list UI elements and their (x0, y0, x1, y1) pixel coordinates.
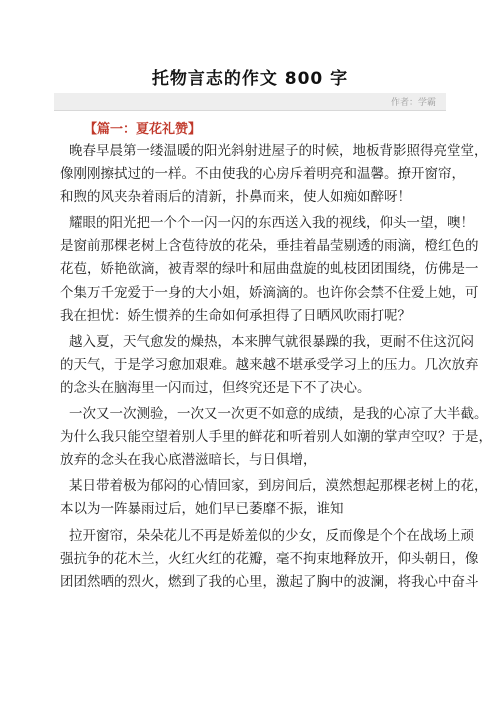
text-line: 的念头在脑海里一闪而过，但终究还是下不了决心。 (60, 379, 371, 396)
text-line: 我在担忧：娇生惯养的生命如何承担得了日晒风吹雨打呢？ (60, 307, 411, 324)
author-bar (54, 93, 446, 111)
text-line: 晚春早晨第一缕温暖的阳光斜射进屋子的时候，地板背影照得亮堂堂， (69, 143, 488, 159)
paragraph (60, 475, 488, 521)
text-line: 一次又一次测验，一次又一次更不如意的成绩，是我的心凉了大半截。 (69, 406, 488, 423)
text-line: 某日带着极为郁闷的心情回家，到房间后，漠然想起那棵老树上的花， (69, 478, 488, 495)
text-line: 越入夏，天气愈发的燥热，本来脾气就很暴躁的我，更耐不住这沉闷 (69, 333, 474, 350)
text-line: 是窗前那棵老树上含苞待放的花朵，垂挂着晶莹剔透的雨滴，橙红色的 (60, 238, 479, 255)
text-line: 团团然晒的烈火，燃到了我的心里，激起了胸中的波澜，将我心中奋斗 (60, 573, 479, 590)
paragraph (60, 403, 492, 472)
text-line: 耀眼的阳光把一个个一闪一闪的东西送入我的视线，仰头一望，噢！ (69, 215, 474, 232)
text-line: 花苞，娇艳欲滴，被青翠的绿叶和屈曲盘旋的虬枝团团围绕，仿佛是一 (60, 261, 479, 278)
author-label: 作者：学霸 (390, 98, 436, 108)
article-body (60, 140, 492, 597)
text-line: 强抗争的花木兰，火红火红的花瓣，毫不拘束地释放开，仰头朝日，像 (60, 550, 479, 567)
text-line: 像刚刚擦拭过的一样。不由使我的心房斥着明亮和温馨。撩开窗帘， (60, 166, 465, 183)
text-line: 本以为一阵暴雨过后，她们早已萎靡不振，谁知 (60, 501, 344, 518)
paragraph (60, 331, 479, 400)
paragraph (60, 525, 479, 594)
paragraph (60, 140, 488, 209)
text-line: 和煦的风夹杂着雨后的清新，扑鼻而来，使人如痴如醉呀！ (60, 189, 411, 206)
paragraph (60, 212, 479, 327)
text-line: 拉开窗帘，朵朵花儿不再是娇羞似的少女，反而像是个个在战场上顽 (69, 527, 474, 544)
section-heading: 【篇一：夏花礼赞】 (84, 122, 202, 137)
text-line: 的天气，于是学习愈加艰难。越来越不堪承受学习上的压力。几次放弃 (60, 356, 479, 373)
text-line: 放弃的念头在我心底潜滋暗长，与日俱增， (60, 452, 317, 469)
text-line: 为什么我只能空望着别人手里的鲜花和听着别人如潮的掌声空叹？于是， (60, 429, 492, 446)
document-title: 托物言志的作文 800 字 (151, 69, 349, 89)
text-line: 个集万千宠爱于一身的大小姐，娇滴滴的。也许你会禁不住爱上她，可 (60, 284, 479, 301)
